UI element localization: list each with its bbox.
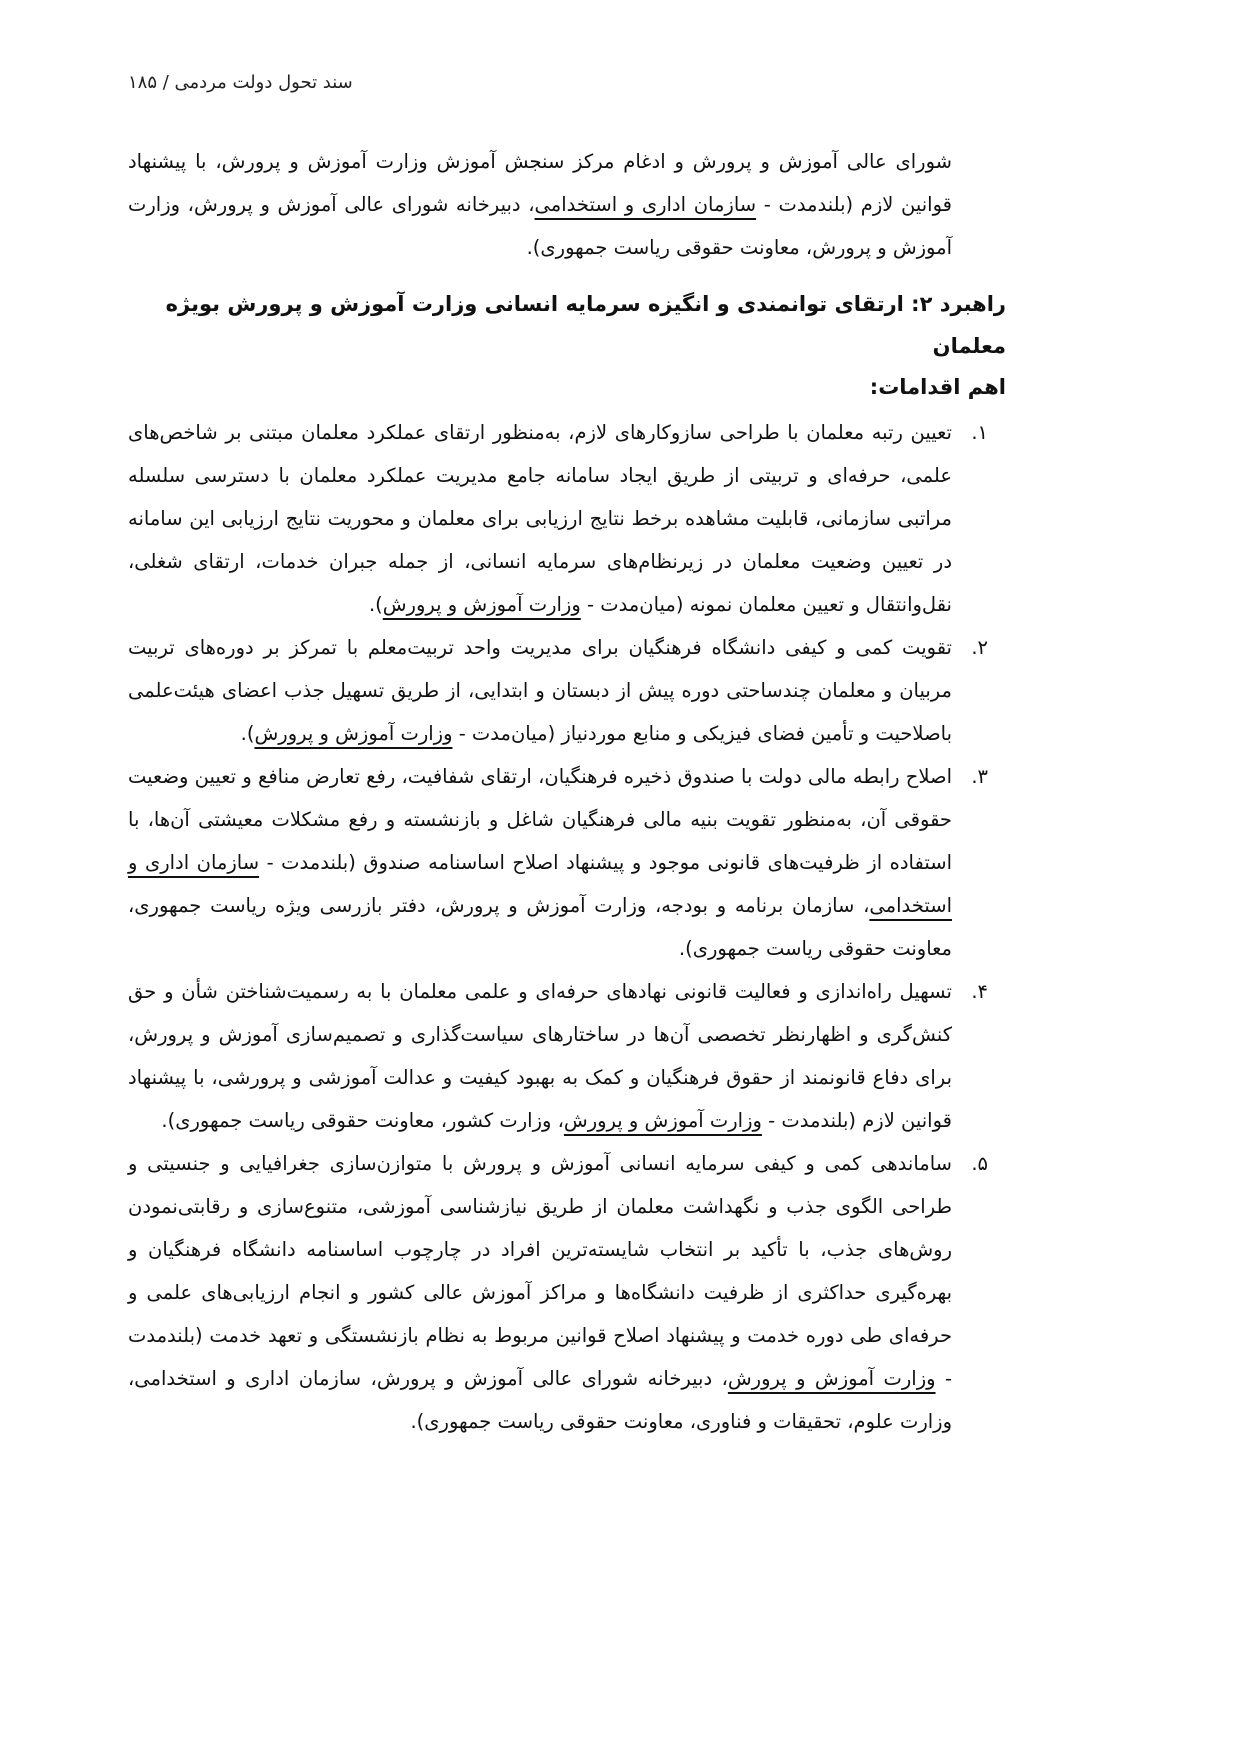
action-text-end: ). [368,593,383,616]
intro-paragraph [128,140,952,269]
action-text-end: ، وزارت کشور، معاونت حقوقی ریاست جمهوری). [161,1109,564,1132]
action-responsible-agency: وزارت آموزش و پرورش [563,1109,762,1132]
action-number: ۲. [971,636,988,659]
action-item-1 [128,411,988,626]
action-text: تعیین رتبه معلمان با طراحی سازوکارهای لازم، به‌منظور ارتقای عملکرد معلمان مبتنی بر شاخص‌های علمی، حرفه‌ای و تربیتی از طریق ایجاد سامانه جامع مدیریت عملکرد معلمان با دسترسی سلسله مراتبی سازمانی، قابلیت مشاهده برخط نتایج ارزیابی برای معلمان و محوریت نتایج ارزیابی این سامانه در تعیین وضعیت معلمان در زیرنظام‌های سرمایه انسانی، از جمله جبران خدمات، ارتقای شغلی، نقل‌وانتقال و تعیین معلمان نمونه (میان‌مدت - [128,421,952,616]
action-text: اصلاح رابطه مالی دولت با صندوق ذخیره فرهنگیان، ارتقای شفافیت، رفع تعارض منافع و تعیین وضعیت حقوقی آن، به‌منظور تقویت بنیه مالی فرهنگیان شاغل و بازنشسته و رفع مشکلات معیشتی آن‌ها، با استفاده از ظرفیت‌های قانونی موجود و پیشنهاد اصلاح اساسنامه صندوق (بلندمدت - [128,765,952,874]
action-number: ۴. [971,980,988,1003]
action-responsible-agency: وزارت آموزش و پرورش [254,722,453,745]
action-text: تقویت کمی و کیفی دانشگاه فرهنگیان برای مدیریت واحد تربیت‌معلم با تمرکز بر دوره‌های تربیت مربیان و معلمان چندساحتی دوره پیش از دبستان و ابتدایی، از طریق تسهیل جذب اعضای هیئت‌علمی باصلاحیت و تأمین فضای فیزیکی و منابع موردنیاز (میان‌مدت - [128,636,952,745]
action-text: ساماندهی کمی و کیفی سرمایه انسانی آموزش و پرورش با متوازن‌سازی جغرافیایی و جنسیتی و طراحی الگوی جذب و نگهداشت معلمان از طریق نیازشناسی آموزشی، متنوع‌سازی و رقابتی‌نمودن روش‌های جذب، با تأکید بر انتخاب شایسته‌ترین افراد در چارچوب اساسنامه دانشگاه فرهنگیان و بهره‌گیری حداکثری از ظرفیت دانشگاه‌ها و مراکز آموزش عالی کشور و انجام ارزیابی‌های علمی و حرفه‌ای طی دوره خدمت و پیشنهاد اصلاح قوانین مربوط به نظام بازنشستگی و تعهد خدمت (بلندمدت - [128,1152,952,1390]
strategy-heading: راهبرد ۲: ارتقای توانمندی و انگیزه سرمایه انسانی وزارت آموزش و پرورش بویژه معلمان [165,292,1006,358]
action-text: تسهیل راه‌اندازی و فعالیت قانونی نهادهای حرفه‌ای و علمی معلمان با به رسمیت‌شناختن شأن و حق کنش‌گری و اظهارنظر تخصصی آن‌ها در ساختارهای سیاست‌گذاری و تصمیم‌سازی آموزش و پرورش، برای دفاع قانونمند از حقوق فرهنگیان و کمک به بهبود کیفیت و عدالت آموزشی و پرورشی، با پیشنهاد قوانین لازم (بلندمدت - [128,980,952,1132]
action-item-4 [128,970,988,1142]
intro-text-end: ، دبیرخانه شورای عالی آموزش و پرورش، وزارت آموزش و پرورش، معاونت حقوقی ریاست جمهوری). [128,193,952,259]
intro-text [128,140,952,269]
action-responsible-agency: وزارت آموزش و پرورش [382,593,581,616]
action-number: ۳. [971,765,988,788]
actions-list [128,411,988,1443]
intro-responsible-agency: سازمان اداری و استخدامی [534,193,757,216]
action-item-5 [128,1142,988,1443]
running-header-text: سند تحول دولت مردمی / ۱۸۵ [128,72,353,93]
action-responsible-agency: وزارت آموزش و پرورش [727,1367,936,1390]
actions-heading: اهم اقدامات: [869,375,1006,399]
intro-text-start: شورای عالی آموزش و پرورش و ادغام مرکز سنجش آموزش وزارت آموزش و پرورش، با پیشنهاد قوانین لازم (بلندمدت - [128,150,952,216]
action-text-end: ). [240,722,255,745]
action-responsible-agency: سازمان اداری و استخدامی [128,851,952,917]
action-item-3 [128,755,988,970]
page-body [128,140,1006,1443]
action-number: ۱. [971,421,988,444]
action-number: ۵. [971,1152,988,1175]
running-header [128,72,528,93]
action-text-end: ، سازمان برنامه و بودجه، وزارت آموزش و پرورش، دفتر بازرسی ویژه ریاست جمهوری، معاونت حقوقی ریاست جمهوری). [128,894,952,960]
action-item-2 [128,626,988,755]
action-text-end: ، دبیرخانه شورای عالی آموزش و پرورش، سازمان اداری و استخدامی، وزارت علوم، تحقیقات و فناوری، معاونت حقوقی ریاست جمهوری). [128,1367,952,1433]
